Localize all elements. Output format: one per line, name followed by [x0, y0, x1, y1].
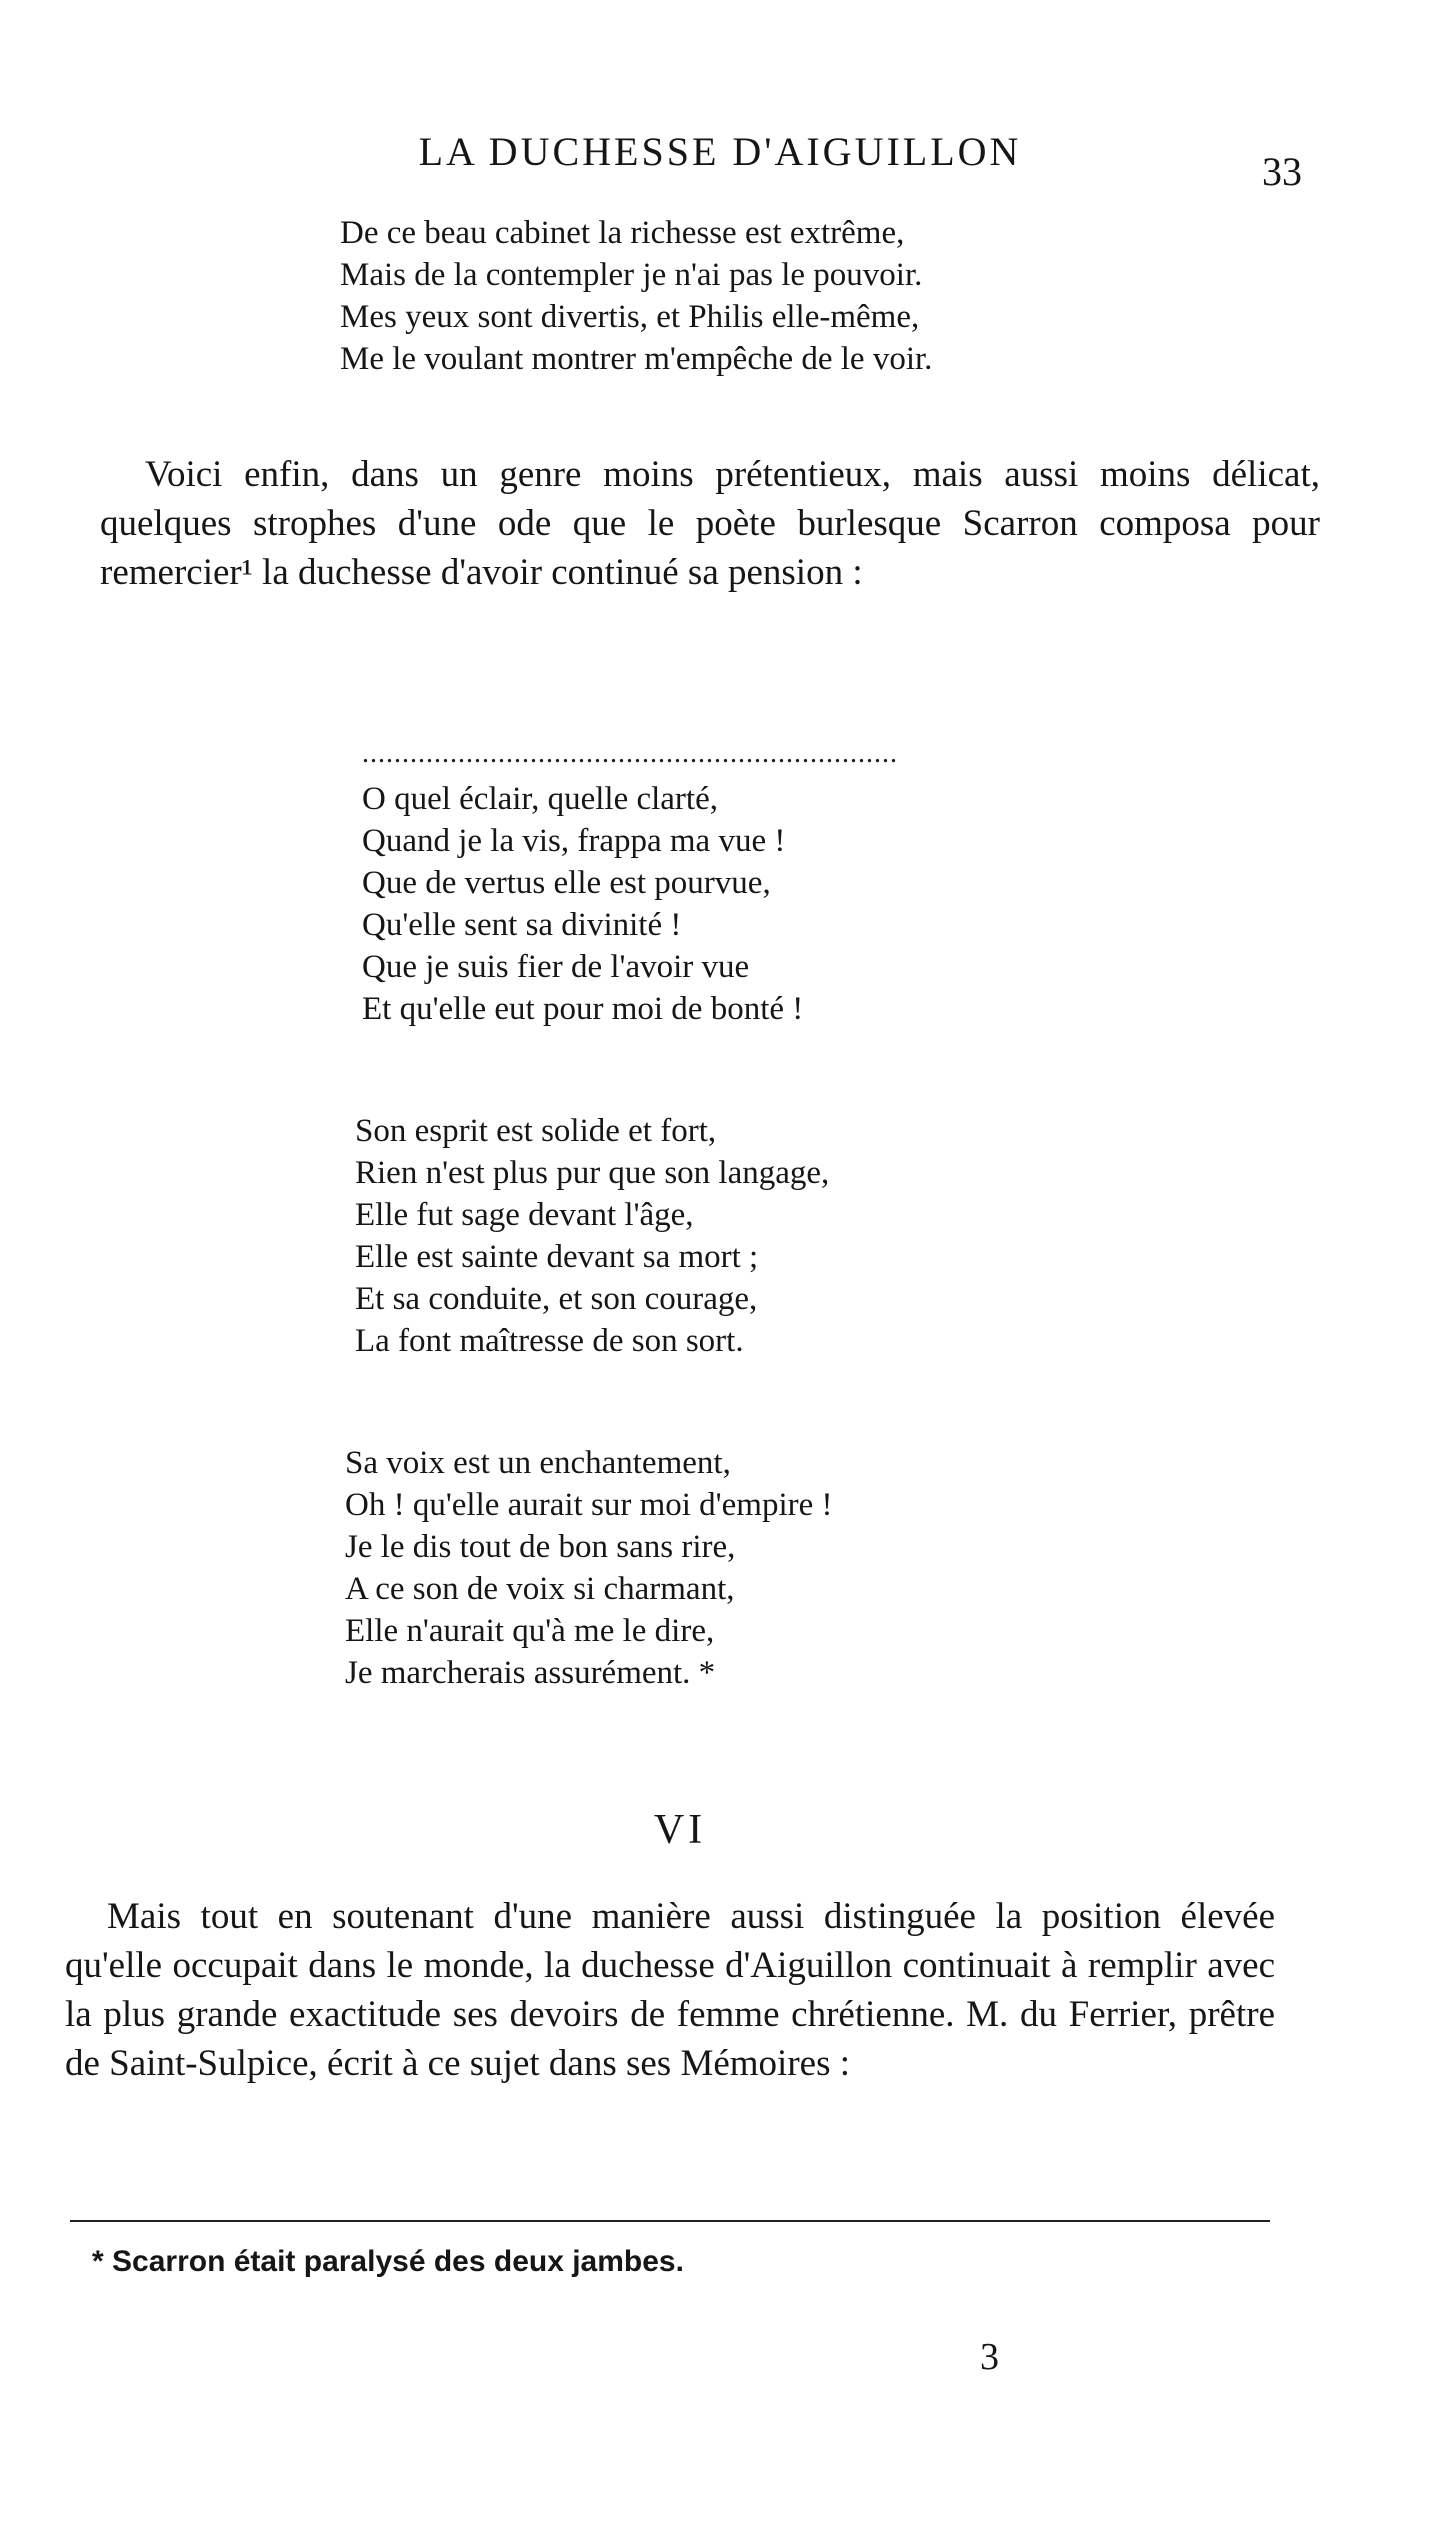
signature-mark: 3 [980, 2336, 999, 2378]
poem-line: Que de vertus elle est pourvue, [362, 865, 771, 901]
page-number: 33 [1262, 149, 1302, 194]
paragraph-intro: Voici enfin, dans un genre moins prétentieux, mais aussi moins délicat, quelques strophes d'une ode que le poète burlesque Scarron composa pour remercier¹ la duchesse d'avoir continué sa pension : [100, 454, 1320, 593]
poem-line: Et qu'elle eut pour moi de bonté ! [362, 991, 804, 1027]
poem-line: O quel éclair, quelle clarté, [362, 781, 718, 817]
poem-line: La font maîtresse de son sort. [355, 1323, 744, 1359]
poem-line: Rien n'est plus pur que son langage, [355, 1155, 830, 1191]
poem-line: Elle n'aurait qu'à me le dire, [345, 1613, 715, 1649]
poem-line: Qu'elle sent sa divinité ! [362, 907, 682, 943]
footnote: * Scarron était paralysé des deux jambes. [92, 2245, 684, 2278]
poem-line: Je marcherais assurément. * [345, 1655, 716, 1691]
poem-ellipsis: ................................................................... [362, 738, 898, 769]
poem-stanza [355, 1110, 829, 1362]
poem-line: Elle est sainte devant sa mort ; [355, 1239, 759, 1275]
poem-line: Que je suis fier de l'avoir vue [362, 949, 750, 985]
poem-line: Je le dis tout de bon sans rire, [345, 1529, 736, 1565]
poem-line: Quand je la vis, frappa ma vue ! [362, 823, 786, 859]
poem-line: Elle fut sage devant l'âge, [355, 1197, 694, 1233]
poem-line: Son esprit est solide et fort, [355, 1113, 717, 1149]
footnote-divider [70, 2220, 1270, 2222]
section-heading: VI [653, 1807, 707, 1853]
verse-line: Mes yeux sont divertis, et Philis elle-même, [340, 299, 920, 335]
paragraph-body: Mais tout en soutenant d'une manière aussi distinguée la position élevée qu'elle occupait dans le monde, la duchesse d'Aiguillon continuait à remplir avec la plus grande exactitude ses devoirs de femme chrétienne. M. du Ferrier, prêtre de Saint-Sulpice, écrit à ce sujet dans ses Mémoires : [65, 1896, 1275, 2084]
verse-line: Me le voulant montrer m'empêche de le voir. [340, 341, 933, 377]
poem-line: Oh ! qu'elle aurait sur moi d'empire ! [345, 1487, 833, 1523]
verse-line: De ce beau cabinet la richesse est extrême, [340, 215, 905, 251]
poem-line: A ce son de voix si charmant, [345, 1571, 735, 1607]
opening-verse [340, 212, 932, 380]
poem-line: Sa voix est un enchantement, [345, 1445, 731, 1481]
poem-line: Et sa conduite, et son courage, [355, 1281, 758, 1317]
poem-stanza [345, 1442, 833, 1694]
verse-line: Mais de la contempler je n'ai pas le pouvoir. [340, 257, 923, 293]
poem-stanza [362, 778, 803, 1030]
running-title: LA DUCHESSE D'AIGUILLON [418, 129, 1022, 174]
